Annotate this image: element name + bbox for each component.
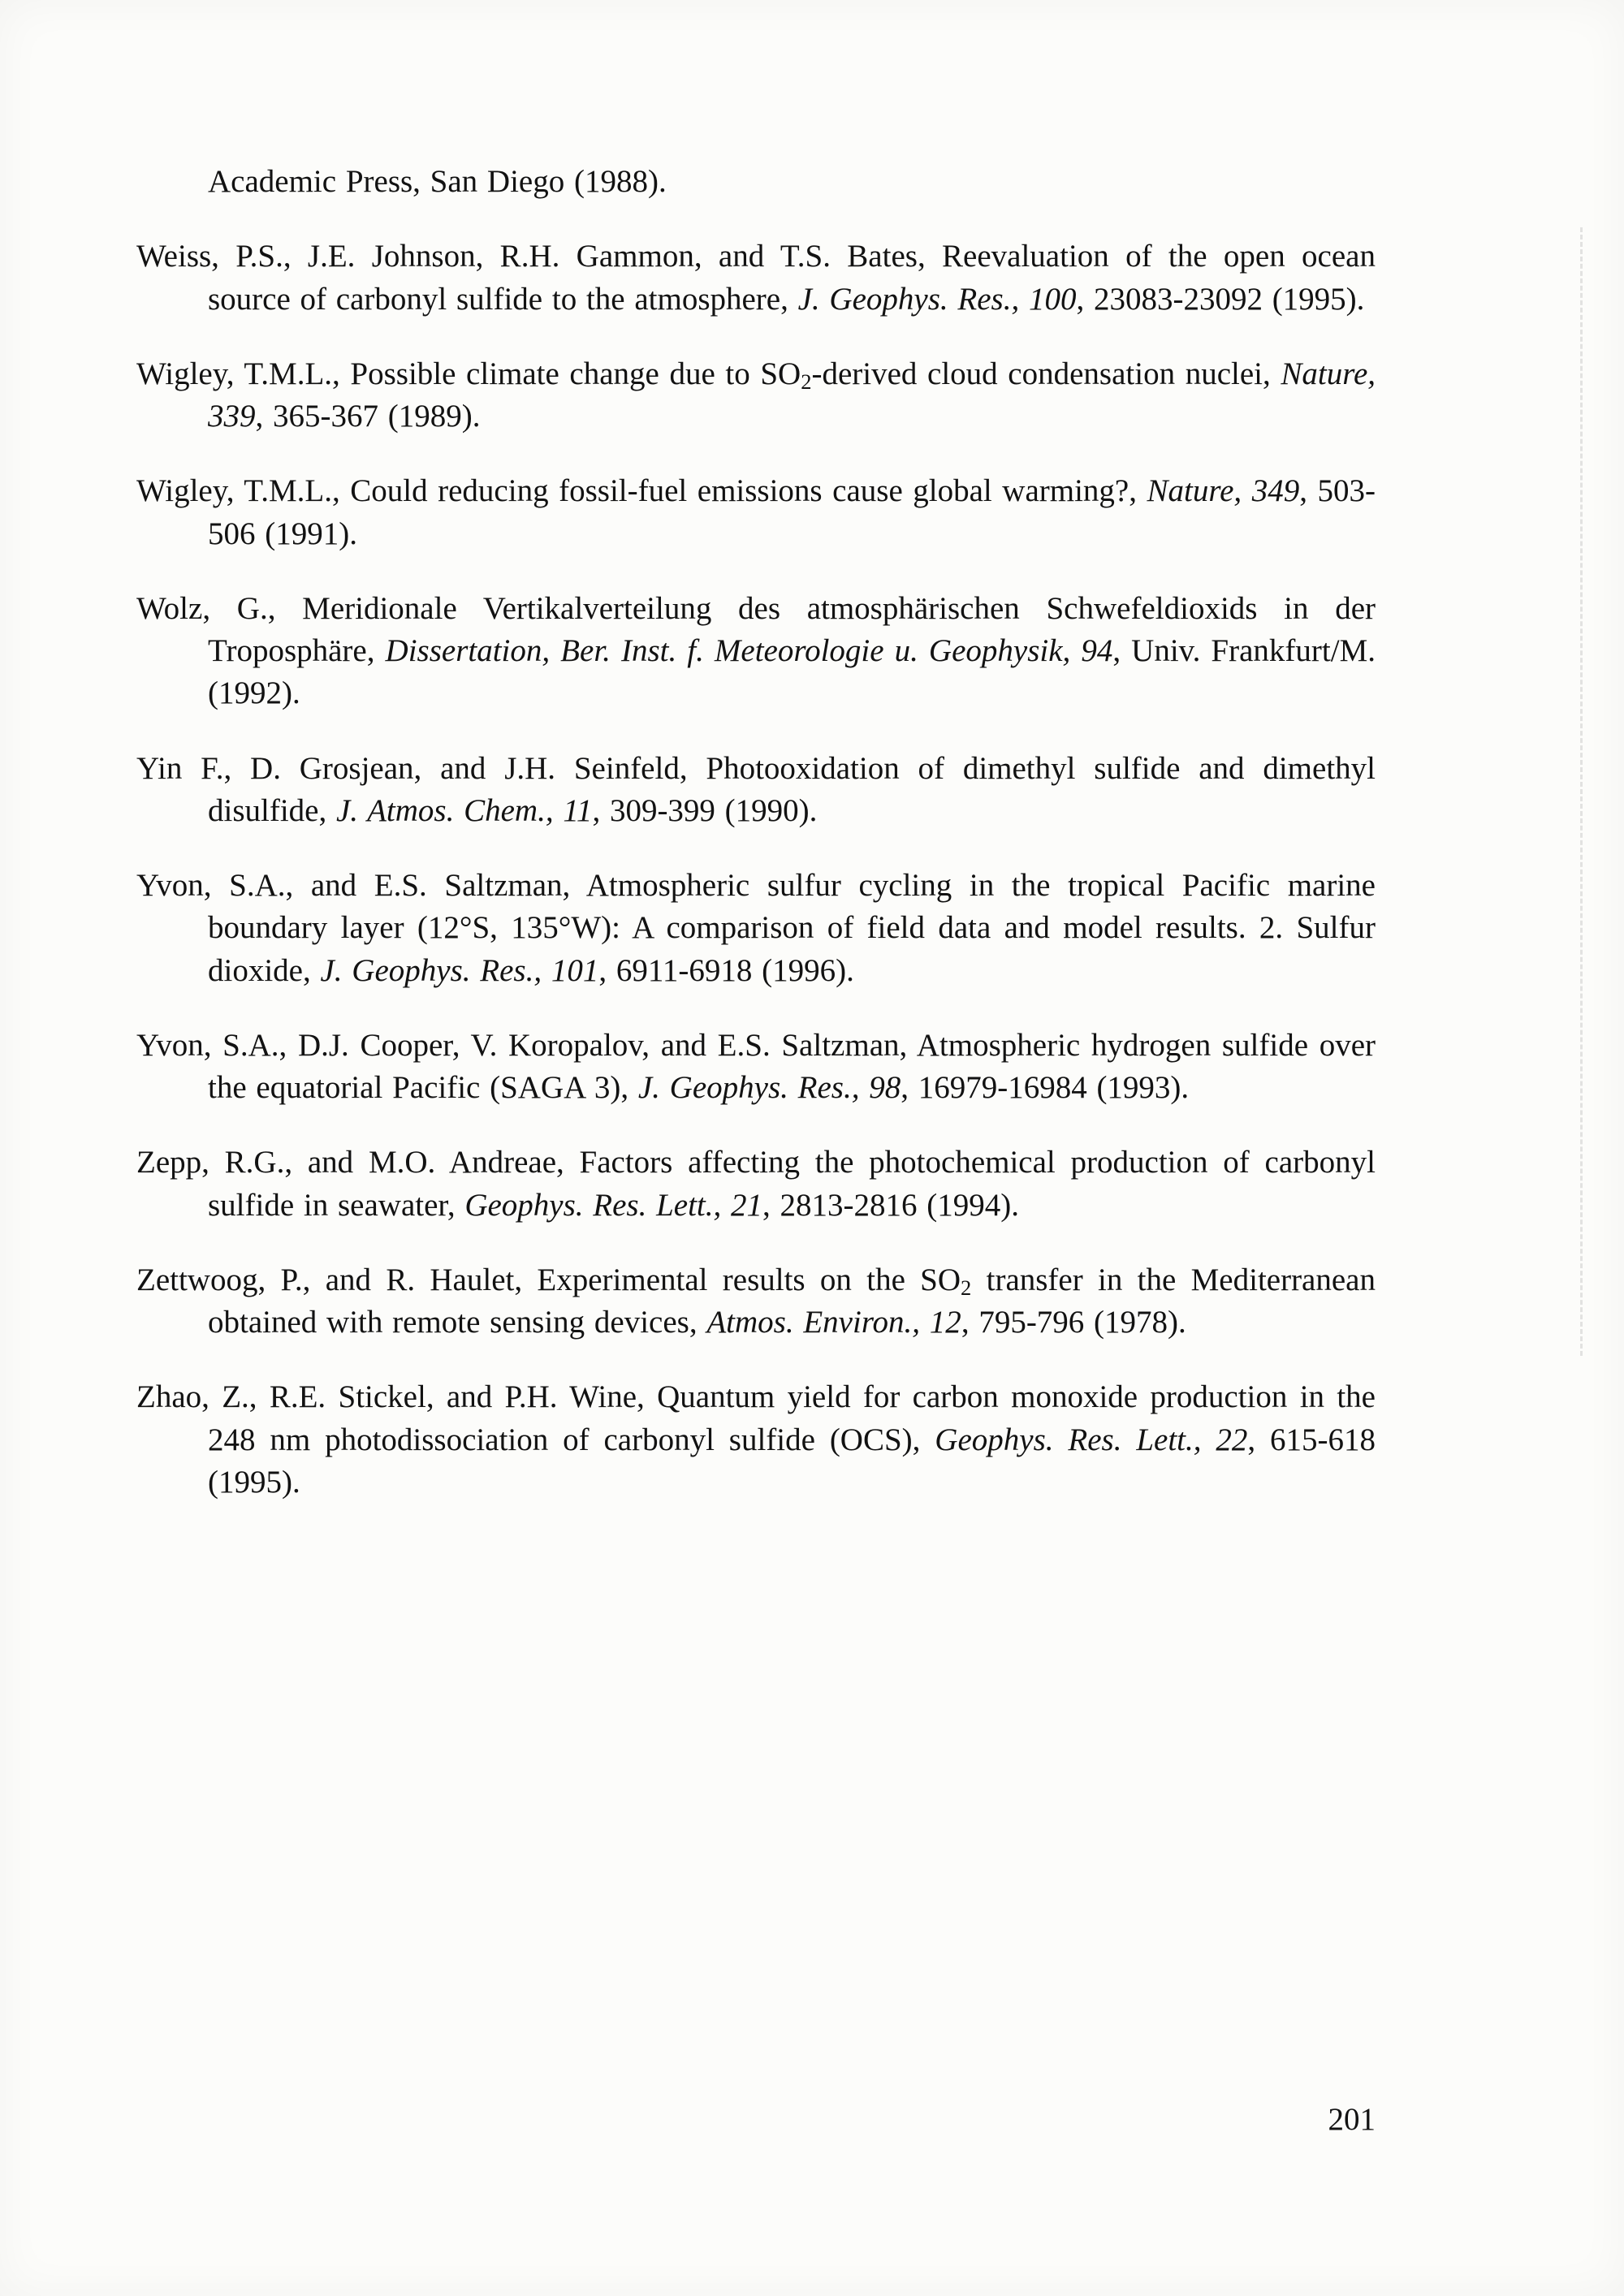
reference-journal: Nature, 339 xyxy=(208,356,1376,434)
reference-entry xyxy=(136,1259,1376,1344)
reference-entry xyxy=(136,353,1376,438)
reference-journal: Geophys. Res. Lett., 21 xyxy=(464,1187,763,1223)
reference-text: , Univ. Frankfurt/M. (1992). xyxy=(208,633,1376,711)
reference-entry xyxy=(136,588,1376,715)
reference-journal: J. Geophys. Res., 98 xyxy=(637,1070,901,1105)
reference-text: Yvon, S.A., and E.S. Saltzman, Atmospheric sulfur cycling in the tropical Pacific marine boundary layer (12°S, 135°W): A comparison of field data and model results. 2. Sulfur dioxide, xyxy=(136,868,1376,988)
reference-text: , 23083-23092 (1995). xyxy=(1076,281,1365,317)
reference-journal: Geophys. Res. Lett., 22 xyxy=(935,1422,1248,1457)
reference-text: , 6911-6918 (1996). xyxy=(598,952,854,988)
reference-text: , 2813-2816 (1994). xyxy=(762,1187,1019,1223)
reference-text: Wigley, T.M.L., Possible climate change due to SO xyxy=(136,356,801,391)
reference-text: , 795-796 (1978). xyxy=(961,1305,1186,1340)
reference-text: , 16979-16984 (1993). xyxy=(901,1070,1190,1105)
reference-journal: Atmos. Environ., 12 xyxy=(706,1305,961,1340)
reference-journal: Dissertation, Ber. Inst. f. Meteorologie u. Geophysik, 94 xyxy=(385,633,1113,668)
reference-entry xyxy=(136,470,1376,555)
chemical-subscript: 2 xyxy=(801,369,812,394)
reference-text: Yvon, S.A., D.J. Cooper, V. Koropalov, and E.S. Saltzman, Atmospheric hydrogen sulfide over the equatorial Pacific (SAGA 3), xyxy=(136,1027,1376,1105)
scan-artifact-line xyxy=(1580,227,1583,1356)
reference-entry xyxy=(136,161,1376,203)
reference-text: Zettwoog, P., and R. Haulet, Experimental results on the SO xyxy=(136,1262,961,1297)
reference-text: Weiss, P.S., J.E. Johnson, R.H. Gammon, and T.S. Bates, Reevaluation of the open ocean source of carbonyl sulfide to the atmosphere, xyxy=(136,239,1376,317)
reference-text: , 309-399 (1990). xyxy=(592,792,818,828)
reference-entry xyxy=(136,235,1376,321)
chemical-subscript: 2 xyxy=(961,1275,972,1300)
reference-text: Zhao, Z., R.E. Stickel, and P.H. Wine, Quantum yield for carbon monoxide production in the 248 nm photodissociation of carbonyl sulfide (OCS), xyxy=(136,1379,1376,1457)
reference-entry xyxy=(136,1376,1376,1504)
reference-entry xyxy=(136,865,1376,992)
reference-text: , 615-618 (1995). xyxy=(208,1422,1376,1500)
reference-journal: J. Atmos. Chem., 11 xyxy=(335,792,593,828)
references-list xyxy=(136,161,1376,1536)
reference-text: Academic Press, San Diego (1988). xyxy=(208,164,667,199)
page-number: 201 xyxy=(1328,2102,1376,2137)
reference-text: -derived cloud condensation nuclei, xyxy=(811,356,1281,391)
reference-journal: Nature, 349 xyxy=(1147,473,1300,509)
reference-journal: J. Geophys. Res., 101 xyxy=(320,952,599,988)
reference-entry xyxy=(136,1025,1376,1110)
reference-journal: J. Geophys. Res., 100 xyxy=(797,281,1077,317)
reference-text: , 365-367 (1989). xyxy=(255,399,481,434)
reference-text: Zepp, R.G., and M.O. Andreae, Factors affecting the photochemical production of carbonyl sulfide in seawater, xyxy=(136,1145,1376,1223)
reference-entry xyxy=(136,748,1376,833)
reference-entry xyxy=(136,1142,1376,1227)
reference-text: Yin F., D. Grosjean, and J.H. Seinfeld, Photooxidation of dimethyl sulfide and dimethyl disulfide, xyxy=(136,750,1376,828)
reference-text: Wigley, T.M.L., Could reducing fossil-fuel emissions cause global warming?, xyxy=(136,473,1147,509)
reference-text: Wolz, G., Meridionale Vertikalverteilung des atmosphärischen Schwefeldioxids in der Troposphäre, xyxy=(136,590,1376,668)
reference-text: , 503-506 (1991). xyxy=(208,473,1376,551)
reference-text: transfer in the Mediterranean obtained with remote sensing devices, xyxy=(208,1262,1376,1340)
